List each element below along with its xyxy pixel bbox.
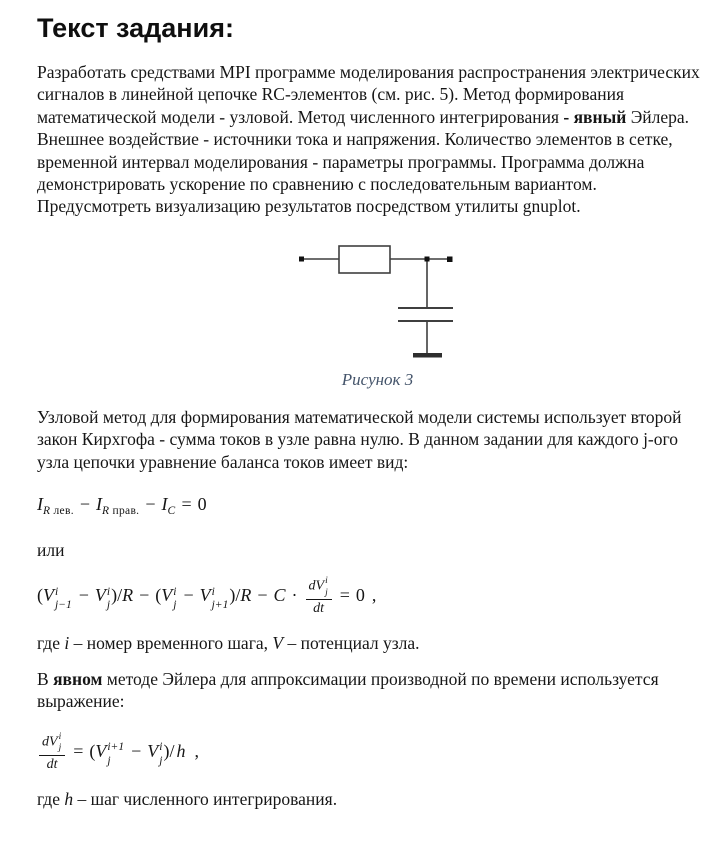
where-h-note: где h – шаг численного интегрирования.	[37, 788, 338, 809]
or-word: или	[37, 540, 65, 561]
euler-paragraph: В явном методе Эйлера для аппроксимации производной по времени используется выражение:	[37, 668, 659, 712]
supsub-i-j: i j	[173, 585, 177, 612]
comma: ,	[194, 740, 199, 761]
figure-caption: Рисунок 3	[341, 369, 414, 389]
node-dot-right	[447, 256, 453, 262]
node-dot-left	[299, 256, 304, 261]
sub-C: C	[167, 505, 176, 518]
supsub-i-j: i j	[159, 741, 163, 767]
var-I: I	[161, 494, 168, 515]
cdot-op: ·	[291, 585, 298, 606]
comma: ,	[371, 585, 377, 606]
derivative-fraction: dV i j dt	[306, 577, 332, 617]
var-V: V	[94, 585, 106, 606]
minus-op: −	[257, 585, 268, 606]
var-R: R	[240, 585, 252, 606]
minus-op: −	[145, 494, 156, 515]
equals-op: =	[181, 494, 192, 515]
resistor-symbol	[339, 246, 390, 273]
ground-symbol	[413, 353, 442, 358]
formula-nodal-equation	[37, 571, 722, 619]
var-h: h	[64, 788, 74, 809]
equals-op: =	[339, 585, 350, 606]
sub-R-right: R прав.	[102, 505, 140, 518]
lparen: (	[155, 585, 162, 606]
zero-literal: 0	[197, 494, 207, 515]
var-I: I	[37, 494, 43, 515]
slash: /	[169, 740, 175, 761]
var-V: V	[199, 585, 211, 606]
equals-op: =	[73, 740, 84, 761]
where-i-note: где i – номер временного шага, V – потенциал узла.	[37, 633, 420, 654]
var-C: C	[273, 585, 286, 606]
derivative-fraction: dV i j dt	[39, 733, 65, 773]
slash: /	[235, 585, 241, 606]
var-V: V	[161, 585, 173, 606]
lparen: (	[37, 585, 43, 606]
task-bold-explicit: - явный	[563, 106, 627, 127]
rc-circuit-figure	[295, 241, 460, 391]
formula-current-balance	[37, 489, 722, 526]
node-dot-junction	[425, 256, 430, 261]
supsub-ip1-j: i+1 j	[107, 741, 125, 767]
minus-op: −	[79, 494, 91, 515]
supsub-i-j: i j	[106, 585, 111, 612]
task-paragraph	[37, 61, 705, 218]
var-I: I	[96, 494, 103, 515]
supsub-i-jm1: i j−1	[55, 585, 72, 612]
rparen: )	[163, 740, 170, 761]
euler-bold-explicit: явном	[53, 668, 103, 689]
minus-op: −	[131, 740, 142, 761]
var-V: V	[272, 633, 284, 654]
minus-op: −	[183, 585, 194, 606]
var-R: R	[122, 585, 134, 606]
var-V: V	[43, 585, 54, 606]
task-text-1: Разработать средствами MPI программе моделирования распространения электрических сигналов в линейной цепочке RC-элементов (см. рис. 5). Метод формирования математической модели - узловой. Метод численного интегрирования	[37, 62, 700, 127]
rparen: )	[229, 585, 236, 606]
supsub-i-jp1: i j+1	[211, 585, 229, 612]
nodal-method-paragraph: Узловой метод для формирования математической модели системы использует второй закон Кирхгофа - сумма токов в узле равна нулю. В данном задании для каждого j-ого узла цепочки уравнение баланса токов имеет вид:	[37, 406, 682, 472]
rparen: )	[111, 585, 118, 606]
task-text-2: Эйлера. Внешнее воздействие - источники тока и напряжения. Количество элементов в сетке, временной интервал моделирования - параметры программы. Программа должна демонстрировать ускорение по сравнению с последовательным вариантом. Предусмотреть визуализацию результатов посредством утилиты gnuplot.	[37, 106, 690, 217]
sub-R-left: R лев.	[43, 505, 74, 518]
formula-euler-derivative	[37, 723, 722, 779]
minus-op: −	[78, 585, 89, 606]
var-V: V	[95, 740, 107, 761]
var-V: V	[147, 740, 159, 761]
minus-op: −	[139, 585, 150, 606]
slash: /	[117, 585, 123, 606]
var-i: i	[64, 633, 70, 654]
rc-circuit-diagram	[295, 241, 460, 363]
page-title: Текст задания:	[37, 13, 234, 43]
var-h: h	[176, 740, 186, 761]
document-page	[0, 13, 722, 845]
lparen: (	[89, 740, 96, 761]
zero-literal: 0	[355, 585, 365, 606]
